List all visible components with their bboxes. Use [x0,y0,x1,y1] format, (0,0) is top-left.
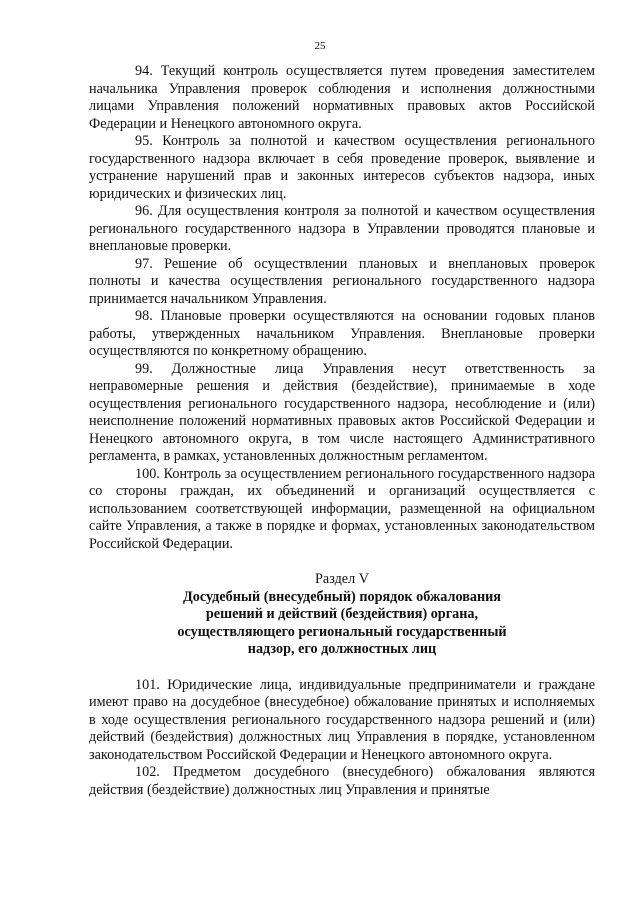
document-body [89,63,595,799]
section-heading-line: решений и действий (бездействия) органа, [205,606,479,622]
section-label: Раздел V [315,571,369,587]
section-heading-line: надзор, его должностных лиц [247,641,437,657]
paragraph-102: 102. Предметом досудебного (внесудебного) обжалования являются действия (бездействие) должностных лиц Управления и принятые [89,764,595,798]
paragraph-97: 97. Решение об осуществлении плановых и внеплановых проверок полноты и качества осуществления регионального государственного надзора принимается начальником Управления. [89,255,595,307]
section-heading [89,589,595,659]
section-heading-line: осуществляющего региональный государственный [177,623,507,640]
paragraph-95: 95. Контроль за полнотой и качеством осуществления регионального государственного надзора включает в себя проведение проверок, выявление и устранение нарушений прав и законных интересов субъектов надзора, иных юридических и физических лиц. [89,133,595,202]
paragraph-98: 98. Плановые проверки осуществляются на основании годовых планов работы, утвержденных начальником Управления. Внеплановые проверки осуществляются по конкретному обращению. [89,308,595,359]
page-number: 25 [314,40,326,52]
section-heading-line: Досудебный (внесудебный) порядок обжалования [183,588,501,605]
paragraph-99: 99. Должностные лица Управления несут ответственность за неправомерные решения и действия (бездействие), принимаемые в ходе осуществления регионального государственного надзора, несоблюдение и (или) неисполнение положений нормативных правовых актов Российской Федерации и Ненецкого автономного округа, в том числе настоящего Административного регламента, в рамках, установленных должностным регламентом. [89,360,595,464]
section-header [89,571,595,659]
paragraph-96: 96. Для осуществления контроля за полнотой и качеством осуществления регионального государственного надзора в Управлении проводятся плановые и внеплановые проверки. [89,203,595,254]
paragraph-100: 100. Контроль за осуществлением регионального государственного надзора со стороны граждан, их объединений и организаций осуществляется с использованием соответствующей информации, размещенной на официальном сайте Управления, а также в порядке и формах, установленных законодательством Российской Федерации. [89,465,595,552]
paragraph-101: 101. Юридические лица, индивидуальные предприниматели и граждане имеют право на досудебное (внесудебное) обжалование принятых и исполняемых в ходе осуществления регионального государственного надзора решений и (или) действий (бездействия) должностных лиц Управления в порядке, установленном законодательством Российской Федерации и Ненецкого автономного округа. [89,676,595,763]
paragraph-94: 94. Текущий контроль осуществляется путем проведения заместителем начальника Управления проверок соблюдения и исполнения должностными лицами Управления положений нормативных правовых актов Российской Федерации и Ненецкого автономного округа. [89,63,595,132]
